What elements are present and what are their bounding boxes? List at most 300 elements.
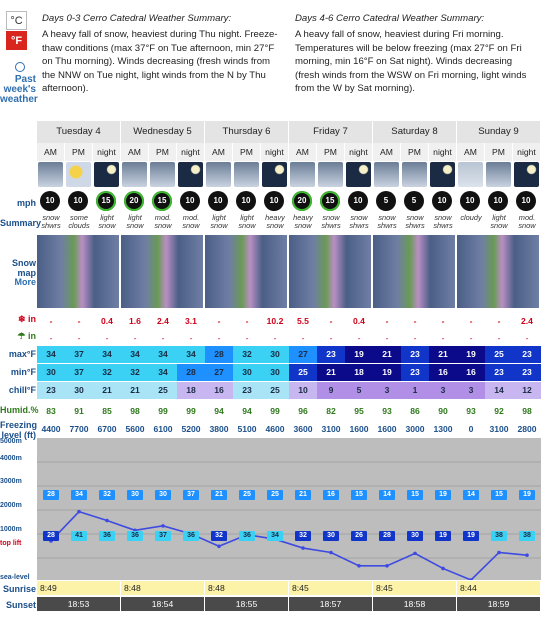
summit-temp-marker: 19 xyxy=(435,490,451,500)
snow-value: - xyxy=(413,316,417,326)
freezing-level: 3000 xyxy=(405,424,425,434)
summary-title: Days 0-3 Cerro Catedral Weather Summary: xyxy=(42,13,232,24)
summit-temp-marker: 21 xyxy=(211,490,227,500)
snow-night-icon xyxy=(346,162,371,187)
day-header: Sunday 9 xyxy=(457,121,541,143)
weather-summary-cell: snow shwrs xyxy=(41,213,61,231)
snow-map-row-label: Snow map xyxy=(12,258,36,278)
weather-summary-cell: some clouds xyxy=(68,213,90,231)
freezing-level: 4400 xyxy=(41,424,61,434)
day-header: Wednesday 5 xyxy=(121,121,205,143)
humidity: 86 xyxy=(410,406,420,416)
weather-summary-cell: light snow xyxy=(210,213,228,231)
period-label: PM xyxy=(149,143,176,161)
freezing-level: 6100 xyxy=(153,424,173,434)
wind-chill: 25 xyxy=(261,382,289,399)
freezing-level: 1600 xyxy=(349,424,369,434)
freezing-level: 0 xyxy=(468,424,474,434)
summit-temp-marker: 32 xyxy=(99,490,115,500)
max-temp: 30 xyxy=(261,346,289,363)
summary-text: A heavy fall of snow, heaviest during Fri morning. Temperatures will be below freezing (max 27°F on Fri morning, min 16°F on Sat night). Winds decreasing (fresh winds from the WSW on Fri morning, light winds from the W by Sat morning). xyxy=(295,29,527,95)
base-temp-marker: 38 xyxy=(519,531,535,541)
rain-value: - xyxy=(301,333,305,343)
day-header: Friday 7 xyxy=(289,121,373,143)
min-temp: 30 xyxy=(261,364,289,381)
snow-icon xyxy=(374,162,399,187)
period-label: AM xyxy=(457,143,484,161)
min-temp: 21 xyxy=(317,364,345,381)
weather-summary-cell: snow shwrs xyxy=(349,213,369,231)
snow-value: 2.4 xyxy=(521,316,533,326)
snow-map-thumbnail[interactable] xyxy=(373,235,455,308)
weather-summary-cell: mod. snow xyxy=(154,213,172,231)
wind-row-label: mph xyxy=(17,198,36,208)
day-header: Tuesday 4 xyxy=(37,121,121,143)
snow-value: 10.2 xyxy=(266,316,284,326)
min-temp: 34 xyxy=(149,364,177,381)
snow-value: 0.4 xyxy=(353,316,365,326)
wind-chill: 23 xyxy=(37,382,65,399)
past-weather-label: Past week's weather xyxy=(0,74,38,105)
summit-temp-marker: 37 xyxy=(183,490,199,500)
freezing-level: 3800 xyxy=(209,424,229,434)
wind-chill: 21 xyxy=(121,382,149,399)
snow-value: - xyxy=(245,316,249,326)
rain-value: - xyxy=(469,333,473,343)
freezing-level: 4600 xyxy=(265,424,285,434)
max-temp: 19 xyxy=(457,346,485,363)
rain-value: - xyxy=(525,333,529,343)
max-row-label: max°F xyxy=(8,349,36,359)
freezing-level: 3100 xyxy=(321,424,341,434)
wind-arrow-icon: 10 xyxy=(516,191,536,211)
snow-map-thumbnail[interactable] xyxy=(121,235,203,308)
freezing-level: 5200 xyxy=(181,424,201,434)
base-temp-marker: 36 xyxy=(183,531,199,541)
base-temp-marker: 32 xyxy=(295,531,311,541)
humidity: 90 xyxy=(438,406,448,416)
period-label: PM xyxy=(401,143,428,161)
rain-value: - xyxy=(497,333,501,343)
freezing-level-point xyxy=(301,546,305,550)
freezing-level-graph xyxy=(37,438,541,580)
min-temp: 23 xyxy=(513,364,541,381)
max-temp: 21 xyxy=(429,346,457,363)
wind-arrow-icon: 15 xyxy=(96,191,116,211)
weather-summary-cell: heavy snow xyxy=(265,213,285,231)
snow-icon xyxy=(38,162,63,187)
rain-value: - xyxy=(273,333,277,343)
summit-temp-marker: 15 xyxy=(491,490,507,500)
period-label: PM xyxy=(317,143,344,161)
altitude-label: sea-level xyxy=(0,574,30,581)
min-temp: 25 xyxy=(289,364,317,381)
freezing-level-point xyxy=(105,519,109,523)
snow-value: - xyxy=(77,316,81,326)
snow-value: - xyxy=(469,316,473,326)
humidity: 82 xyxy=(326,406,336,416)
sunset-time: 18:58 xyxy=(373,597,456,611)
day-header: Saturday 8 xyxy=(373,121,457,143)
freezing-level: 6700 xyxy=(97,424,117,434)
summit-temp-marker: 28 xyxy=(43,490,59,500)
altitude-label: 2000m xyxy=(0,502,22,509)
humidity: 98 xyxy=(522,406,532,416)
base-temp-marker: 26 xyxy=(351,531,367,541)
humidity: 95 xyxy=(354,406,364,416)
cloudy-icon xyxy=(458,162,483,187)
summary-days-0-3 xyxy=(42,12,282,95)
max-temp: 25 xyxy=(485,346,513,363)
humidity: 93 xyxy=(466,406,476,416)
rain-value: - xyxy=(77,333,81,343)
wind-arrow-icon: 10 xyxy=(460,191,480,211)
snow-icon xyxy=(318,162,343,187)
snow-icon xyxy=(290,162,315,187)
wind-arrow-icon: 5 xyxy=(404,191,424,211)
weather-summary-cell: snow shwrs xyxy=(321,213,341,231)
wind-arrow-icon: 15 xyxy=(320,191,340,211)
rain-value: - xyxy=(49,333,53,343)
humidity: 91 xyxy=(74,406,84,416)
wind-chill: 3 xyxy=(373,382,401,399)
snow-night-icon xyxy=(514,162,539,187)
weather-summary-cell: light snow xyxy=(238,213,256,231)
base-temp-marker: 19 xyxy=(435,531,451,541)
humidity: 93 xyxy=(382,406,392,416)
sunset-time: 18:55 xyxy=(205,597,288,611)
snow-icon xyxy=(206,162,231,187)
humidity: 94 xyxy=(214,406,224,416)
wind-chill: 21 xyxy=(93,382,121,399)
period-label: night xyxy=(177,143,204,161)
freezing-level: 7700 xyxy=(69,424,89,434)
wind-chill: 25 xyxy=(149,382,177,399)
altitude-label: 4000m xyxy=(0,455,22,462)
day-header: Thursday 6 xyxy=(205,121,289,143)
base-temp-marker: 28 xyxy=(43,531,59,541)
wind-chill: 1 xyxy=(401,382,429,399)
weather-summary-cell: mod. snow xyxy=(518,213,536,231)
weather-summary-cell: cloudy xyxy=(460,213,482,222)
rain-value: - xyxy=(133,333,137,343)
wind-chill: 18 xyxy=(177,382,205,399)
summary-title: Days 4-6 Cerro Catedral Weather Summary: xyxy=(295,13,485,24)
wind-chill: 3 xyxy=(457,382,485,399)
min-temp: 27 xyxy=(205,364,233,381)
period-label: night xyxy=(93,143,120,161)
period-label: PM xyxy=(65,143,92,161)
period-label: night xyxy=(345,143,372,161)
period-label: AM xyxy=(373,143,400,161)
freezing-level: 5600 xyxy=(125,424,145,434)
wind-arrow-icon: 10 xyxy=(68,191,88,211)
snow-value: - xyxy=(497,316,501,326)
snow-map-thumbnail[interactable] xyxy=(205,235,287,308)
min-temp: 23 xyxy=(485,364,513,381)
max-temp: 34 xyxy=(177,346,205,363)
snow-value: 0.4 xyxy=(101,316,113,326)
base-temp-marker: 41 xyxy=(71,531,87,541)
snow-icon xyxy=(486,162,511,187)
freezing-level-point xyxy=(217,544,221,548)
snow-map-thumbnail[interactable] xyxy=(289,235,371,308)
weather-summary-cell: snow shwrs xyxy=(405,213,425,231)
snow-night-icon xyxy=(262,162,287,187)
humidity: 99 xyxy=(270,406,280,416)
max-temp: 34 xyxy=(149,346,177,363)
freezing-level-point xyxy=(385,564,389,568)
snow-value: - xyxy=(49,316,53,326)
snow-night-icon xyxy=(178,162,203,187)
max-temp: 21 xyxy=(373,346,401,363)
period-label: AM xyxy=(37,143,64,161)
period-label: PM xyxy=(485,143,512,161)
wind-chill: 3 xyxy=(429,382,457,399)
rain-row-label: ☂ in xyxy=(17,331,36,341)
sunrise-time: 8:45 xyxy=(289,581,372,595)
min-temp: 30 xyxy=(37,364,65,381)
summit-temp-marker: 15 xyxy=(407,490,423,500)
max-temp: 23 xyxy=(401,346,429,363)
celsius-button[interactable]: °C xyxy=(6,11,27,30)
snow-icon xyxy=(402,162,427,187)
wind-arrow-icon: 10 xyxy=(432,191,452,211)
rain-value: - xyxy=(217,333,221,343)
freezing-level: 5100 xyxy=(237,424,257,434)
base-temp-marker: 30 xyxy=(407,531,423,541)
wind-chill: 30 xyxy=(65,382,93,399)
weather-summary-cell: light snow xyxy=(490,213,508,231)
snow-value: - xyxy=(217,316,221,326)
freezing-level-point xyxy=(329,551,333,555)
fahrenheit-button[interactable]: °F xyxy=(6,31,27,50)
min-temp: 28 xyxy=(177,364,205,381)
humidity: 83 xyxy=(46,406,56,416)
sunrise-time: 8:48 xyxy=(205,581,288,595)
wind-arrow-icon: 10 xyxy=(236,191,256,211)
rain-value: - xyxy=(357,333,361,343)
freezing-level-point xyxy=(357,564,361,568)
summit-temp-marker: 16 xyxy=(323,490,339,500)
altitude-label: top lift xyxy=(0,540,22,547)
max-temp: 23 xyxy=(317,346,345,363)
min-temp: 18 xyxy=(345,364,373,381)
base-temp-marker: 30 xyxy=(323,531,339,541)
sunset-time: 18:57 xyxy=(289,597,372,611)
snow-night-icon xyxy=(94,162,119,187)
rain-value: - xyxy=(161,333,165,343)
max-temp: 27 xyxy=(289,346,317,363)
wind-arrow-icon: 20 xyxy=(124,191,144,211)
sunset-time: 18:53 xyxy=(37,597,120,611)
snow-icon xyxy=(122,162,147,187)
weather-summary-cell: light snow xyxy=(126,213,144,231)
freezing-level-point xyxy=(497,551,501,555)
summit-temp-marker: 25 xyxy=(239,490,255,500)
wind-arrow-icon: 10 xyxy=(348,191,368,211)
base-temp-marker: 19 xyxy=(463,531,479,541)
weather-summary-cell: snow shwrs xyxy=(377,213,397,231)
min-temp: 19 xyxy=(373,364,401,381)
wind-arrow-icon: 10 xyxy=(264,191,284,211)
summit-temp-marker: 19 xyxy=(519,490,535,500)
wind-arrow-icon: 10 xyxy=(180,191,200,211)
snow-value: - xyxy=(385,316,389,326)
sunrise-time: 8:44 xyxy=(457,581,540,595)
mountain-backdrop xyxy=(37,438,541,580)
freezing-level-point xyxy=(413,552,417,556)
max-temp: 32 xyxy=(233,346,261,363)
period-label: AM xyxy=(289,143,316,161)
humidity: 96 xyxy=(298,406,308,416)
clock-icon xyxy=(15,62,25,72)
wind-chill: 16 xyxy=(205,382,233,399)
rain-value: - xyxy=(105,333,109,343)
base-temp-marker: 28 xyxy=(379,531,395,541)
rain-value: - xyxy=(441,333,445,343)
wind-chill: 5 xyxy=(345,382,373,399)
rain-value: - xyxy=(245,333,249,343)
snow-value: 1.6 xyxy=(129,316,141,326)
sunrise-time: 8:48 xyxy=(121,581,204,595)
snow-value: 3.1 xyxy=(185,316,197,326)
humidity: 92 xyxy=(494,406,504,416)
max-temp: 37 xyxy=(65,346,93,363)
summary-text: A heavy fall of snow, heaviest during Thu night. Freeze-thaw conditions (max 37°F on Tue afternoon, min 27°F on Thu morning). Winds decreasing (fresh winds from the NNW on Tue night, light winds from the N by Thu afternoon). xyxy=(42,29,278,95)
summit-temp-marker: 14 xyxy=(463,490,479,500)
weather-summary-cell: snow shwrs xyxy=(433,213,453,231)
freezing-level: 3600 xyxy=(293,424,313,434)
weather-summary-cell: mod. snow xyxy=(182,213,200,231)
wind-chill: 10 xyxy=(289,382,317,399)
period-label: PM xyxy=(233,143,260,161)
wind-chill: 14 xyxy=(485,382,513,399)
freezing-level: 2800 xyxy=(517,424,537,434)
humidity: 98 xyxy=(130,406,140,416)
altitude-label: 1000m xyxy=(0,526,22,533)
wind-arrow-icon: 15 xyxy=(152,191,172,211)
snow-value: 2.4 xyxy=(157,316,169,326)
period-label: AM xyxy=(205,143,232,161)
freezing-level-point xyxy=(525,553,529,557)
wind-arrow-icon: 10 xyxy=(40,191,60,211)
sunrise-row-label: Sunrise xyxy=(2,584,36,594)
summit-temp-marker: 21 xyxy=(295,490,311,500)
wind-arrow-icon: 20 xyxy=(292,191,312,211)
summit-temp-marker: 30 xyxy=(127,490,143,500)
min-temp: 30 xyxy=(233,364,261,381)
altitude-label: 5000m xyxy=(0,438,22,445)
min-temp: 16 xyxy=(457,364,485,381)
humidity: 99 xyxy=(158,406,168,416)
weather-summary-cell: light snow xyxy=(98,213,116,231)
max-temp: 34 xyxy=(37,346,65,363)
min-row-label: min°F xyxy=(10,367,36,377)
min-temp: 37 xyxy=(65,364,93,381)
period-label: night xyxy=(513,143,540,161)
rain-value: - xyxy=(189,333,193,343)
snow-icon xyxy=(234,162,259,187)
freezing-level-point xyxy=(77,510,81,514)
summit-temp-marker: 30 xyxy=(155,490,171,500)
base-temp-marker: 36 xyxy=(127,531,143,541)
snow-row-label: ❄ in xyxy=(17,314,36,324)
snow-map-thumbnail[interactable] xyxy=(37,235,119,308)
wind-arrow-icon: 10 xyxy=(488,191,508,211)
humidity: 94 xyxy=(242,406,252,416)
snow-value: 5.5 xyxy=(297,316,309,326)
sunrise-time: 8:49 xyxy=(37,581,120,595)
rain-value: - xyxy=(329,333,333,343)
period-label: night xyxy=(429,143,456,161)
summit-temp-marker: 14 xyxy=(379,490,395,500)
base-temp-marker: 36 xyxy=(239,531,255,541)
sunset-time: 18:59 xyxy=(457,597,540,611)
sunrise-time: 8:45 xyxy=(373,581,456,595)
period-label: night xyxy=(261,143,288,161)
wind-chill: 9 xyxy=(317,382,345,399)
base-temp-marker: 36 xyxy=(99,531,115,541)
snow-icon xyxy=(150,162,175,187)
wind-arrow-icon: 10 xyxy=(208,191,228,211)
wind-chill: 12 xyxy=(513,382,541,399)
base-temp-marker: 37 xyxy=(155,531,171,541)
humidity: 85 xyxy=(102,406,112,416)
max-temp: 34 xyxy=(121,346,149,363)
freezing-level: 1300 xyxy=(433,424,453,434)
sunset-time: 18:54 xyxy=(121,597,204,611)
summit-temp-marker: 25 xyxy=(267,490,283,500)
period-label: AM xyxy=(121,143,148,161)
wind-chill: 23 xyxy=(233,382,261,399)
rain-value: - xyxy=(385,333,389,343)
summit-temp-marker: 15 xyxy=(351,490,367,500)
snow-map-more-link: More xyxy=(14,277,36,287)
freezing-level: 3100 xyxy=(489,424,509,434)
summary-row-label: Summary xyxy=(0,218,42,228)
snow-value: - xyxy=(329,316,333,326)
base-temp-marker: 38 xyxy=(491,531,507,541)
freezing-row-label: Freezing level (ft) xyxy=(0,420,38,440)
freezing-level-point xyxy=(441,567,445,571)
some-clouds-icon xyxy=(66,162,91,187)
max-temp: 23 xyxy=(513,346,541,363)
min-temp: 16 xyxy=(429,364,457,381)
chill-row-label: chill°F xyxy=(8,385,36,395)
max-temp: 19 xyxy=(345,346,373,363)
base-temp-marker: 34 xyxy=(267,531,283,541)
freezing-level: 1600 xyxy=(377,424,397,434)
humidity-row-label: Humid.% xyxy=(0,405,39,415)
snow-value: - xyxy=(441,316,445,326)
snow-map-thumbnail[interactable] xyxy=(457,235,539,308)
rain-value: - xyxy=(413,333,417,343)
wind-arrow-icon: 5 xyxy=(376,191,396,211)
min-temp: 32 xyxy=(93,364,121,381)
max-temp: 28 xyxy=(205,346,233,363)
freezing-level-point xyxy=(161,524,165,528)
min-temp: 32 xyxy=(121,364,149,381)
humidity: 99 xyxy=(186,406,196,416)
min-temp: 23 xyxy=(401,364,429,381)
past-weather-link[interactable] xyxy=(0,62,36,105)
base-temp-marker: 32 xyxy=(211,531,227,541)
altitude-label: 3000m xyxy=(0,478,22,485)
snow-night-icon xyxy=(430,162,455,187)
sunset-row-label: Sunset xyxy=(5,600,36,610)
summit-temp-marker: 34 xyxy=(71,490,87,500)
